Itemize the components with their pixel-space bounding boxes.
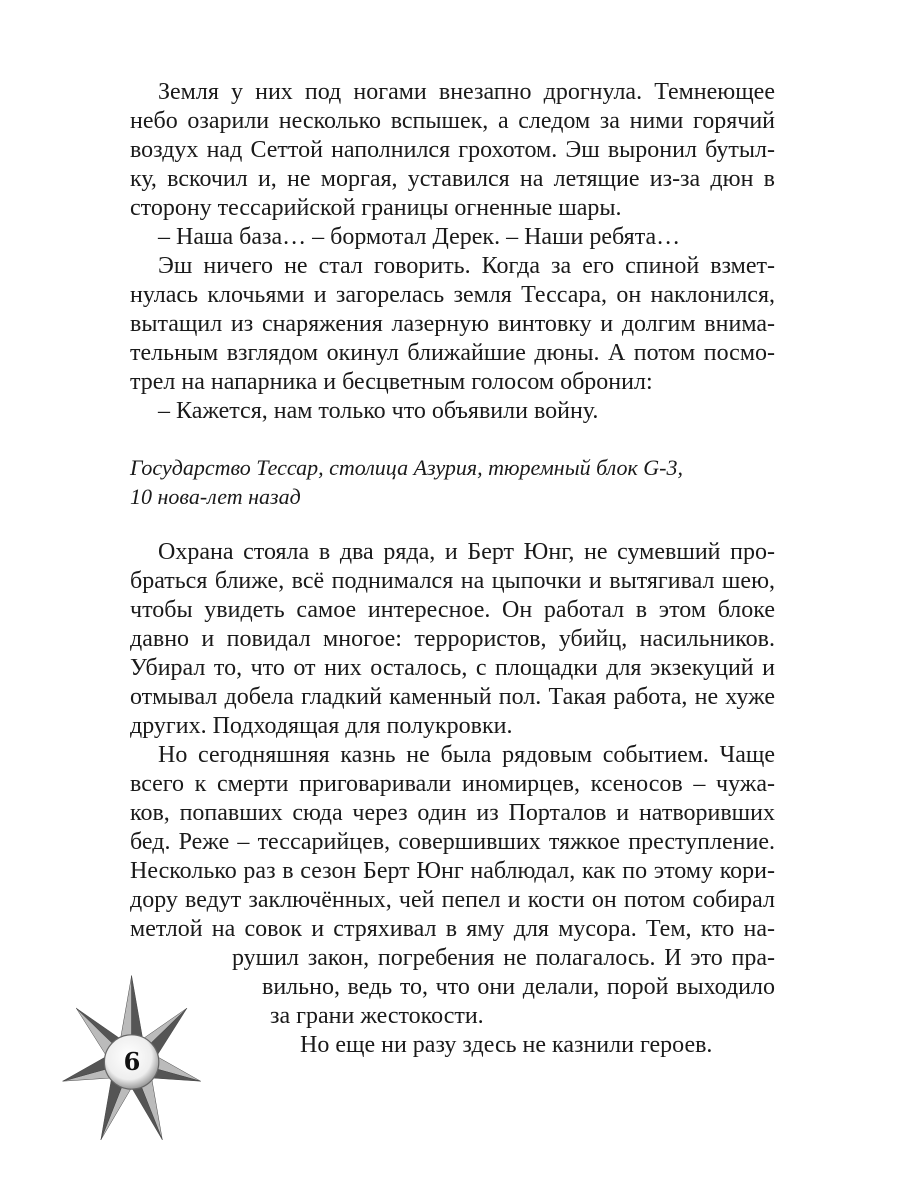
text-line	[232, 944, 775, 973]
text-line	[130, 281, 775, 310]
text-line-content: чтобы увидеть самое интересное. Он работал в этом блоке	[130, 597, 775, 623]
text-line	[158, 223, 775, 252]
text-line	[130, 799, 775, 828]
text-line	[130, 310, 775, 339]
text-line-content: давно и повидал многое: террористов, убийц, насильников.	[130, 626, 775, 652]
text-line	[130, 339, 775, 368]
text-line	[158, 252, 775, 281]
text-line	[158, 397, 775, 426]
scene-heading-line	[130, 482, 775, 511]
text-line	[130, 712, 775, 741]
text-line	[130, 857, 775, 886]
text-line	[130, 915, 775, 944]
text-line-content: отмывал добела гладкий каменный пол. Такая работа, не хуже	[130, 684, 775, 710]
text-line	[270, 1002, 775, 1031]
text-line-content: – Кажется, нам только что объявили войну.	[158, 398, 599, 424]
text-line-content: Убирал то, что от них осталось, с площадки для экзекуций и	[130, 655, 775, 681]
text-line-content: дору ведут заключённых, чей пепел и кости он потом собирал	[130, 887, 775, 913]
text-line	[130, 368, 775, 397]
text-line	[158, 78, 775, 107]
text-line-content: тельным взглядом окинул ближайшие дюны. А потом посмо-	[130, 340, 775, 366]
text-line-content: метлой на совок и стряхивал в яму для мусора. Тем, кто на-	[130, 916, 775, 942]
text-line	[158, 741, 775, 770]
text-line	[130, 107, 775, 136]
text-line-content: рушил закон, погребения не полагалось. И это пра-	[232, 945, 775, 971]
text-line-content: за грани жестокости.	[270, 1003, 484, 1029]
text-line-content: вильно, ведь то, что они делали, порой выходило	[262, 974, 775, 1000]
text-line	[130, 567, 775, 596]
text-line	[130, 886, 775, 915]
text-line	[130, 625, 775, 654]
text-line-content: Но сегодняшняя казнь не была рядовым событием. Чаще	[158, 742, 775, 768]
text-line	[262, 973, 775, 1002]
text-line-content: Но еще ни разу здесь не казнили героев.	[300, 1032, 713, 1058]
text-line-content: небо озарили несколько вспышек, а следом за ними горячий	[130, 108, 775, 134]
text-line	[158, 538, 775, 567]
text-line	[130, 828, 775, 857]
text-line-content: трел на напарника и бесцветным голосом обронил:	[130, 369, 653, 395]
text-line-content: ку, вскочил и, не моргая, уставился на летящие из-за дюн в	[130, 166, 775, 192]
page-number: 6	[123, 1047, 141, 1076]
scene-heading-content: 10 нова-лет назад	[130, 484, 301, 509]
text-line-content: ков, попавших сюда через один из Порталов и натворивших	[130, 800, 775, 826]
text-line	[300, 1031, 775, 1060]
text-line-content: браться ближе, всё поднимался на цыпочки и вытягивал шею,	[130, 568, 775, 594]
text-line-content: других. Подходящая для полукровки.	[130, 713, 513, 739]
text-line	[130, 194, 775, 223]
text-line	[130, 136, 775, 165]
scene-heading-content: Государство Тессар, столица Азурия, тюремный блок G-3,	[130, 455, 683, 480]
text-line	[130, 165, 775, 194]
text-line-content: Земля у них под ногами внезапно дрогнула. Темнеющее	[158, 79, 775, 105]
text-line-content: воздух над Сеттой наполнился грохотом. Эш выронил бутыл-	[130, 137, 775, 163]
text-line-content: Охрана стояла в два ряда, и Берт Юнг, не сумевший про-	[158, 539, 775, 565]
text-line	[130, 770, 775, 799]
text-line-content: Эш ничего не стал говорить. Когда за его спиной взмет-	[158, 253, 775, 279]
text-line-content: сторону тессарийской границы огненные шары.	[130, 195, 622, 221]
text-line-content: бед. Реже – тессарийцев, совершивших тяжкое преступление.	[130, 829, 775, 855]
text-line	[130, 683, 775, 712]
scene-heading-line	[130, 453, 775, 482]
text-line-content: Несколько раз в сезон Берт Юнг наблюдал, как по этому кори-	[130, 858, 775, 884]
text-line	[130, 654, 775, 683]
text-line	[130, 596, 775, 625]
text-line-content: всего к смерти приговаривали иномирцев, ксеносов – чужа-	[130, 771, 775, 797]
text-line-content: – Наша база… – бормотал Дерек. – Наши ребята…	[158, 224, 681, 250]
text-line-content: нулась клочьями и загорелась земля Тессара, он наклонился,	[130, 282, 775, 308]
text-line-content: вытащил из снаряжения лазерную винтовку и долгим внима-	[130, 311, 775, 337]
